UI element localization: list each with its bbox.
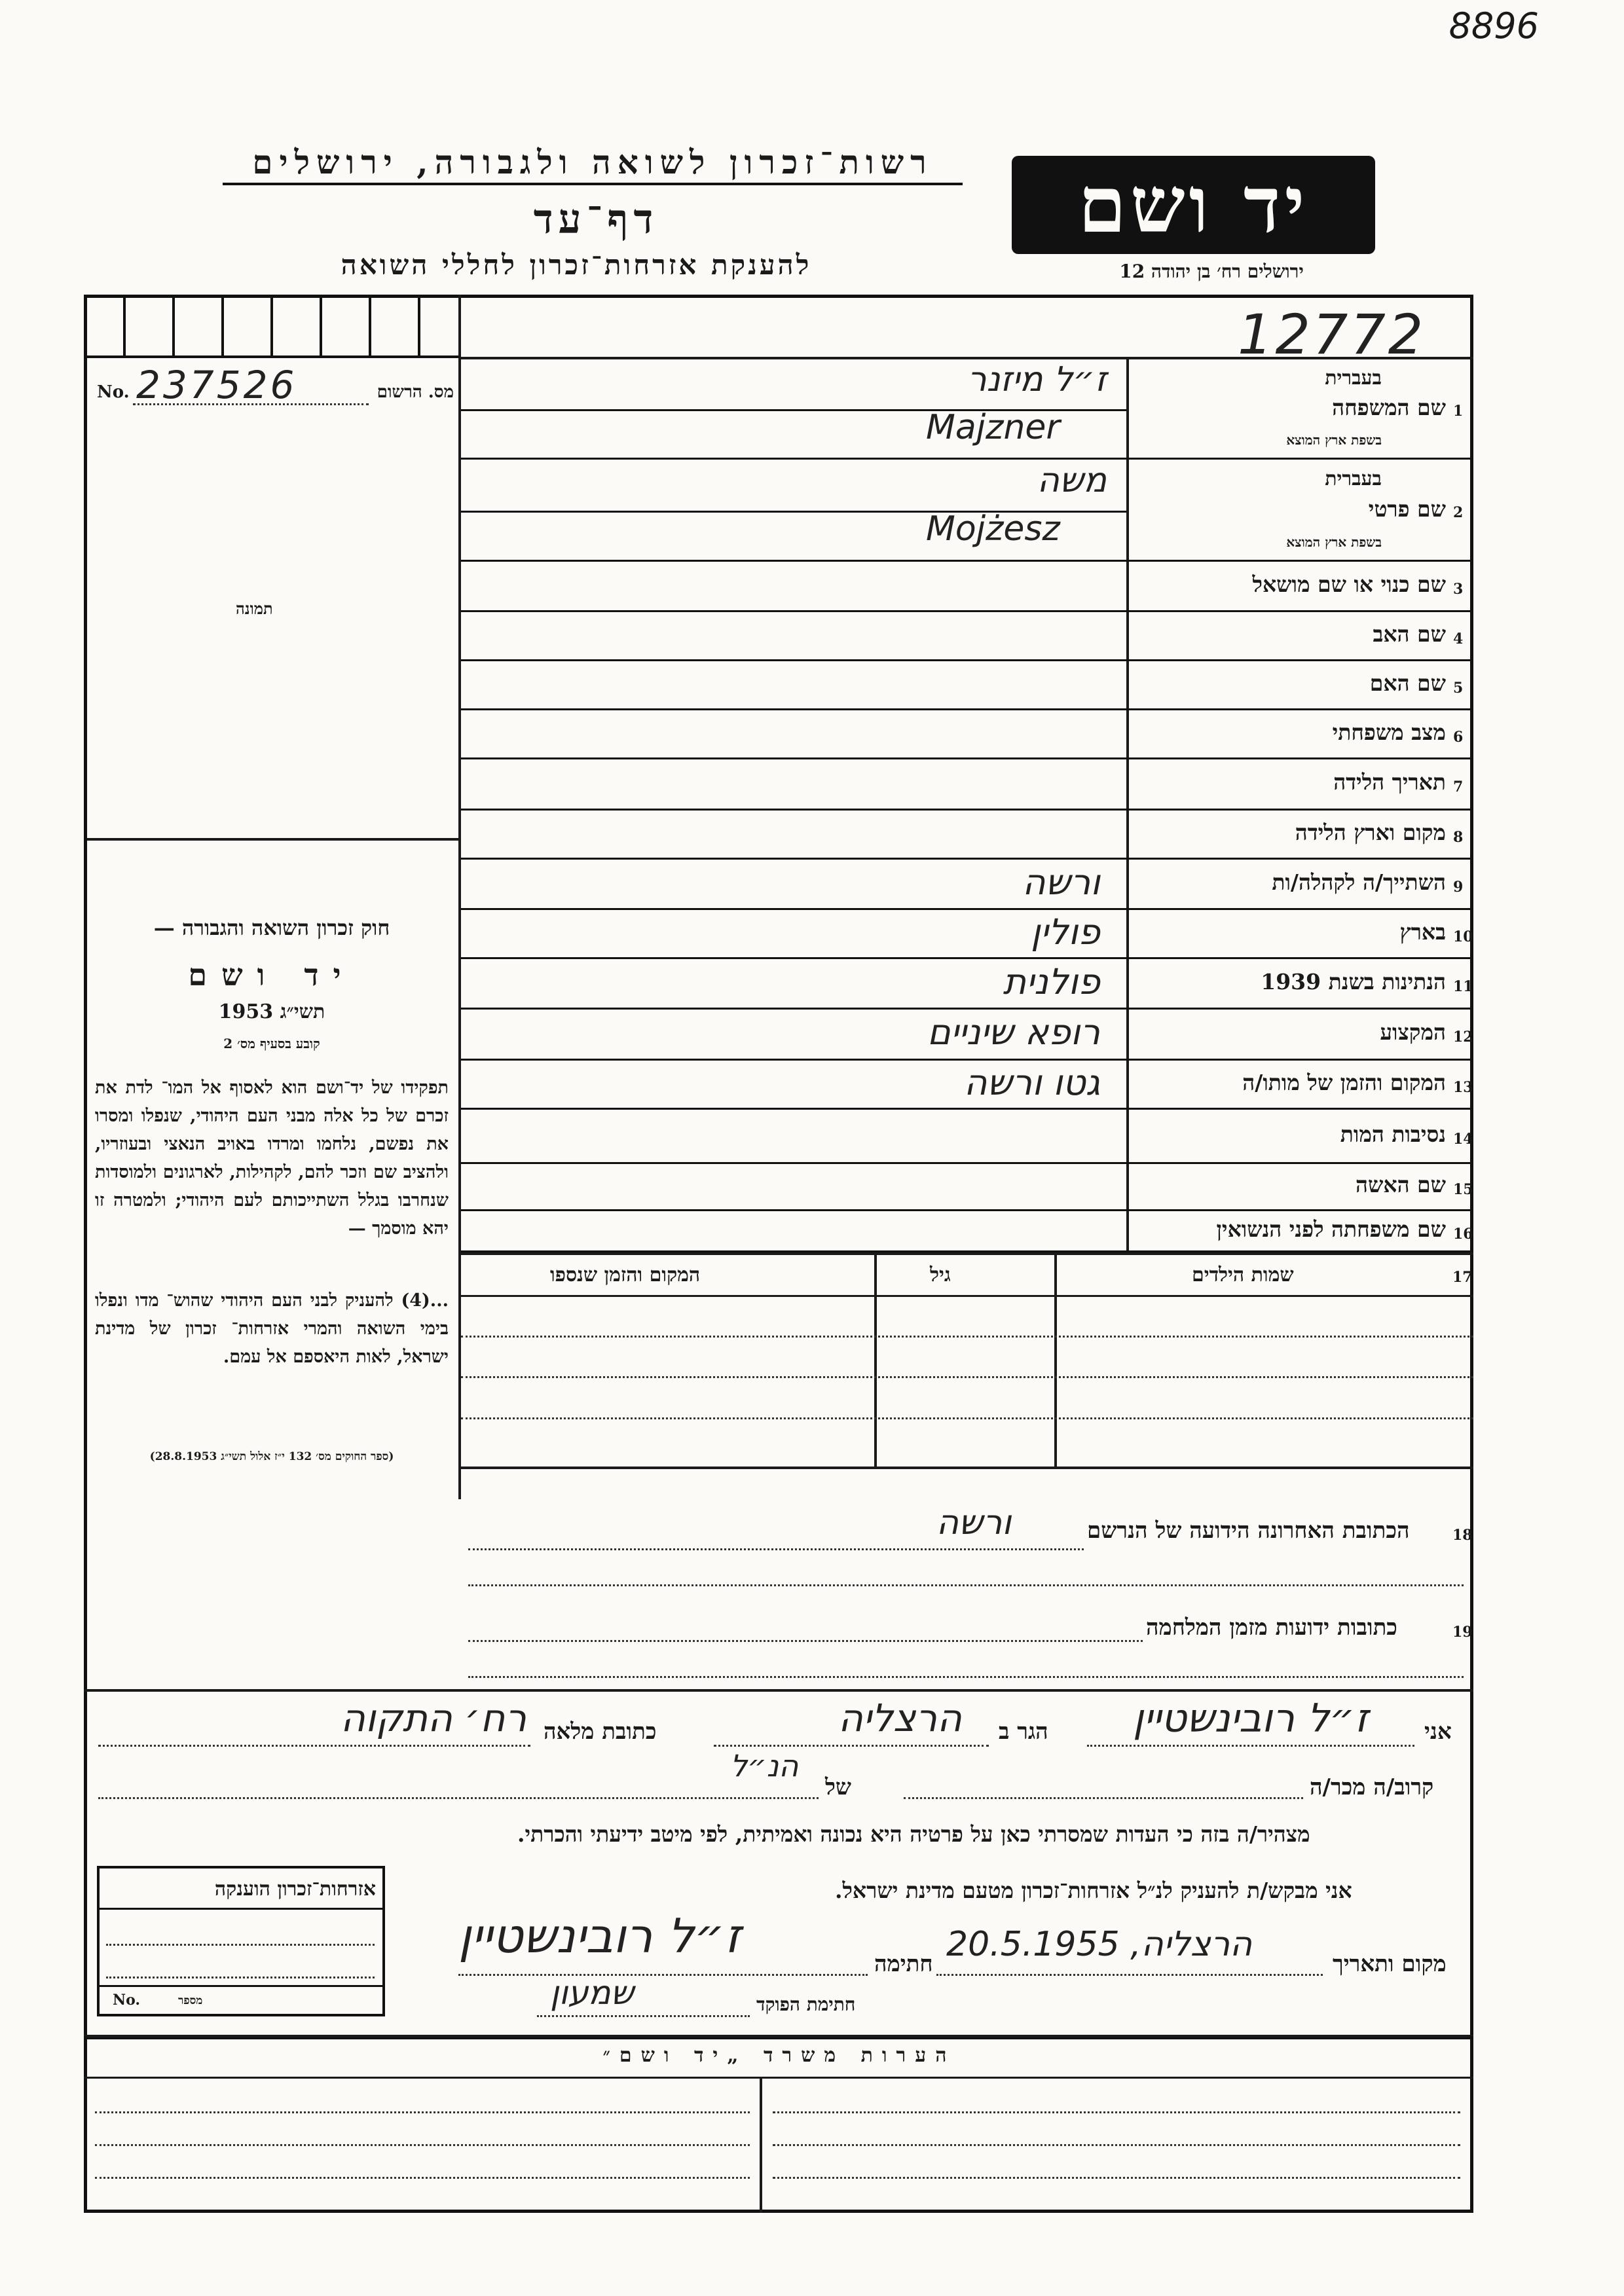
registration-boxes <box>87 298 458 357</box>
declaration-statement-1: מצהיר/ה בזה כי העדות שמסרתי כאן על פרטיה היא נכונה ואמיתית, לפי מיטב ידיעתי והכרתי. <box>517 1821 1310 1847</box>
field-value: גטו ורשה <box>964 1061 1100 1103</box>
field-label: המקום והזמן של מותו/ה <box>1242 1069 1446 1095</box>
field-number: 4 <box>1453 630 1464 647</box>
field-sublabel-hebrew: בעברית <box>1325 467 1382 490</box>
authority-title: רשות־זכרון לשואה ולגבורה, ירושלים <box>223 143 963 185</box>
children-header-top <box>458 1252 1473 1255</box>
registration-label: מס. הרשום <box>377 382 454 402</box>
field-number: 3 <box>1453 580 1464 598</box>
field-value-latin: Majzner <box>926 408 1060 447</box>
citizenship-number-label: מספר <box>178 1994 203 2007</box>
field-label: שם המשפחה <box>1332 395 1446 420</box>
field-row-6 <box>461 710 1473 759</box>
field-row-4 <box>461 612 1473 661</box>
office-notes-header-bottom <box>84 2077 1473 2079</box>
registration-prefix: No. <box>97 382 130 402</box>
registration-value: 237526 <box>136 363 297 407</box>
children-col-place: המקום והזמן שנספו <box>550 1264 701 1286</box>
field-number: 13 <box>1453 1078 1473 1096</box>
form-subtitle: להענקת אזרחות־זכרון לחללי השואה <box>341 249 812 281</box>
field-number: 15 <box>1453 1181 1473 1198</box>
signature-label: חתימה <box>874 1951 933 1977</box>
yad-vashem-logo: יד ושם <box>1012 156 1375 254</box>
declarant-address: רח׳ התקוה <box>341 1696 527 1740</box>
field-row-13 <box>461 1061 1473 1110</box>
declarant-signature: ז״ל רובינשטיין <box>458 1908 741 1963</box>
declarant-name: ז״ל רובינשטיין <box>1133 1696 1369 1741</box>
field-value: ורשה <box>1022 861 1100 903</box>
field-number: 6 <box>1453 728 1464 746</box>
section-divider-declaration <box>84 1689 1473 1692</box>
field-sublabel-origin: בשפת ארץ המוצא <box>1286 432 1382 448</box>
children-col-names: שמות הילדים <box>1192 1264 1294 1286</box>
field-row-3 <box>461 562 1473 612</box>
law-paragraph-1: תפקידו של יד־ושם הוא לאסוף אל המו־ לדת את זכרם של כל אלה מבני העם היהודי, שנפלו ומסרו את נפשם, נלחמו ומרדו באויב הנאצי ובעוזריו, ולהציב שם וזכר להם, לקהילות, לארגונים ולמוסדות שנחרבו בגלל השתייכותם לעם היהודי; ולמטרה זו יהא מוסמך — <box>95 1078 449 1239</box>
field-label: מקום וארץ הלידה <box>1295 819 1446 845</box>
declaration-statement-2: אני מבקש/ת להעניק לנ״ל אזרחות־זכרון מטעם מדינת ישראל. <box>835 1878 1352 1903</box>
field-label: המקצוע <box>1380 1019 1446 1045</box>
law-year: תשי״ג 1953 <box>218 1000 325 1023</box>
field-number: 7 <box>1453 778 1464 795</box>
field-value: רופא שיניים <box>927 1011 1100 1053</box>
field-value-hebrew: ז״ל מיזנר <box>967 360 1107 399</box>
field-row-15 <box>461 1164 1473 1211</box>
field-label: מצב משפחתי <box>1332 719 1446 745</box>
children-row-line <box>461 1376 1473 1378</box>
law-name: יד ושם <box>188 957 356 993</box>
citizenship-number-prefix: No. <box>113 1992 141 2009</box>
photo-box-bottom <box>87 838 458 841</box>
field-label: שם משפחתה לפני הנשואין <box>1216 1216 1446 1242</box>
field-label: הנתינות בשנת 1939 <box>1261 968 1446 994</box>
place-date-value: הרצליה, 20.5.1955 <box>946 1925 1253 1964</box>
office-notes-title: הערות משרד „יד ושם״ <box>602 2044 956 2067</box>
declaration-relative-label: קרוב/ה מכר/ה <box>1310 1774 1434 1800</box>
field-label: בארץ <box>1399 919 1446 945</box>
registration-number-field <box>97 363 454 407</box>
field-19-number: 19 <box>1452 1624 1473 1641</box>
field-value: פולנית <box>1003 960 1100 1002</box>
photo-label: תמונה <box>236 599 273 618</box>
field-17-number: 17 <box>1452 1269 1473 1286</box>
field-number: 2 <box>1453 504 1464 521</box>
declarant-city: הרצליה <box>838 1696 962 1740</box>
field-sublabel-hebrew: בעברית <box>1325 367 1382 390</box>
citizenship-box-title: אזרחות־זכרון הוענקה <box>214 1878 376 1901</box>
declaration-of-label: של <box>825 1774 851 1800</box>
field-number: 12 <box>1453 1029 1473 1046</box>
field-label: שם האב <box>1373 621 1446 647</box>
children-header-bottom <box>458 1295 1473 1297</box>
field-row-16 <box>461 1211 1473 1252</box>
field-row-12 <box>461 1010 1473 1061</box>
children-row-line <box>461 1336 1473 1338</box>
field-19-label: כתובות ידועות מזמן המלחמה <box>1146 1614 1397 1641</box>
field-value-hebrew: משה <box>1037 461 1107 500</box>
field-label: שם האשה <box>1356 1172 1446 1197</box>
officer-signature-label: חתימת הפוקד <box>756 1994 856 2015</box>
field-row-2 <box>461 460 1473 562</box>
children-table-bottom <box>458 1467 1473 1469</box>
declaration-full-address-label: כתובת מלאה <box>544 1719 657 1745</box>
officer-signature: שמעון <box>550 1974 634 2012</box>
handwritten-file-number: 12772 <box>1238 302 1426 367</box>
law-paragraph-2: ...(4) להעניק לבני העם היהודי שהוש־ מדו ונפלו בימי השואה והמרי אזרחות־ זכרון של מדינת ישראל, לאות היאספם אל עמם. <box>95 1290 449 1367</box>
office-notes-divider <box>760 2077 762 2213</box>
law-citation: (ספר החוקים מס׳ 132 י״ז אלול תשי״ג 28.8.1953) <box>149 1450 394 1463</box>
field-row-7 <box>461 759 1473 811</box>
field-label: תאריך הלידה <box>1333 769 1446 795</box>
declaration-ani: אני <box>1424 1719 1452 1745</box>
field-row-10 <box>461 910 1473 959</box>
field-number: 9 <box>1453 878 1464 896</box>
field-row-11 <box>461 959 1473 1010</box>
field-number: 11 <box>1453 977 1473 995</box>
field-number: 1 <box>1453 403 1464 420</box>
law-title: חוק זכרון השואה והגבורה — <box>153 915 390 940</box>
field-label: השתייך/ה לקהלה/ות <box>1272 869 1446 895</box>
field-number: 16 <box>1453 1225 1473 1243</box>
field-18-value: ורשה <box>936 1503 1012 1542</box>
field-number: 8 <box>1453 828 1464 846</box>
field-row-9 <box>461 860 1473 910</box>
place-date-label: מקום ותאריך <box>1333 1951 1447 1977</box>
citizenship-box <box>97 1866 385 2016</box>
children-row-line <box>461 1417 1473 1419</box>
declaration-lives-in: הגר ב <box>999 1719 1048 1745</box>
archive-number: 8896 <box>1449 5 1539 46</box>
field-18-number: 18 <box>1452 1527 1473 1544</box>
field-label: שם פרטי <box>1368 496 1446 522</box>
declaration-of-value: הנ״ל <box>730 1748 799 1783</box>
field-row-8 <box>461 811 1473 860</box>
children-col-divider-2 <box>1054 1252 1057 1468</box>
field-label: שם כנוי או שם מושאל <box>1252 571 1446 597</box>
field-number: 5 <box>1453 679 1464 697</box>
field-value-latin: Mojżesz <box>926 509 1060 549</box>
field-row-1 <box>461 359 1473 460</box>
field-row-5 <box>461 661 1473 710</box>
form-title: דף־עד <box>533 195 659 243</box>
institution-address: ירושלים רח׳ בן יהודה 12 <box>1119 261 1304 282</box>
children-col-age: גיל <box>930 1264 951 1286</box>
field-number: 14 <box>1453 1130 1473 1148</box>
field-label: שם האם <box>1369 670 1446 696</box>
field-row-14 <box>461 1110 1473 1164</box>
law-clause: קובע בסעיף מס׳ 2 <box>223 1036 320 1051</box>
field-label: נסיבות המות <box>1340 1121 1446 1147</box>
field-sublabel-origin: בשפת ארץ המוצא <box>1286 534 1382 550</box>
field-value: פולין <box>1031 911 1100 953</box>
children-col-divider-1 <box>874 1252 877 1468</box>
field-number: 10 <box>1453 928 1473 945</box>
field-18-label: הכתובת האחרונה הידועה של הנרשם <box>1087 1518 1410 1544</box>
